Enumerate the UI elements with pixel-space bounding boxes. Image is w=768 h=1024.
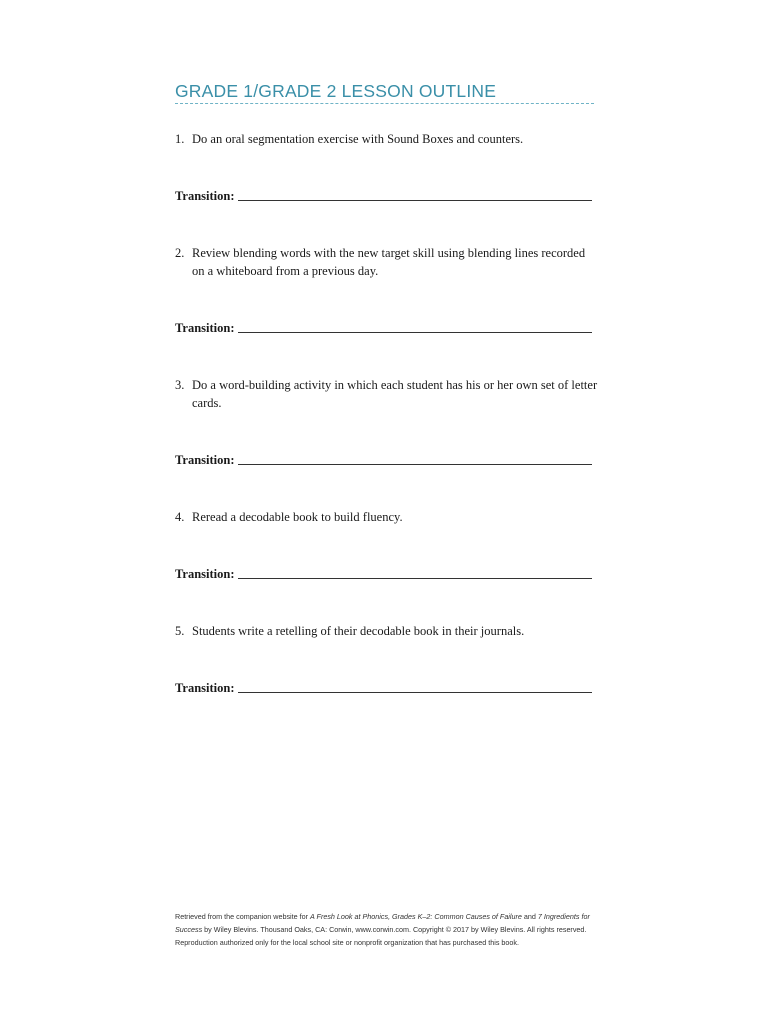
transition-row-2 bbox=[175, 319, 592, 336]
title-dashed-rule bbox=[175, 103, 594, 104]
transition-row-5 bbox=[175, 679, 592, 696]
footer-book-title: 7 Ingredients for Success bbox=[175, 912, 590, 934]
footer-text: and bbox=[521, 912, 538, 921]
step-number: 5. bbox=[175, 624, 185, 638]
outline-step-3 bbox=[175, 376, 599, 412]
step-text: Review blending words with the new target skill using blending lines recorded on a whiteboard from a previous day. bbox=[192, 246, 586, 278]
footer-text: by Wiley Blevins. Thousand Oaks, CA: Corwin, www.corwin.com. Copyright © 2017 by Wiley Blevins. All rights reserved. Reproduction authorized only for the local school site or nonprofit organization that has purchased this book. bbox=[175, 925, 587, 947]
transition-blank-line[interactable] bbox=[238, 680, 593, 693]
transition-label: Transition: bbox=[175, 189, 235, 203]
transition-label: Transition: bbox=[175, 321, 235, 335]
transition-blank-line[interactable] bbox=[238, 566, 593, 579]
transition-label: Transition: bbox=[175, 567, 235, 581]
footer-text: Retrieved from the companion website for bbox=[175, 912, 311, 921]
transition-row-3 bbox=[175, 451, 592, 468]
step-text: Do a word-building activity in which each student has his or her own set of letter cards. bbox=[192, 378, 598, 410]
transition-label: Transition: bbox=[175, 681, 235, 695]
transition-label: Transition: bbox=[175, 453, 235, 467]
step-text: Students write a retelling of their decodable book in their journals. bbox=[192, 624, 525, 638]
page-title: GRADE 1/GRADE 2 LESSON OUTLINE bbox=[175, 81, 497, 101]
footer-book-title: A Fresh Look at Phonics, Grades K–2: Common Causes of Failure bbox=[310, 912, 522, 921]
step-number: 3. bbox=[175, 378, 185, 392]
outline-step-1 bbox=[175, 130, 599, 148]
transition-blank-line[interactable] bbox=[238, 188, 593, 201]
step-text: Reread a decodable book to build fluency. bbox=[192, 510, 403, 524]
transition-row-1 bbox=[175, 187, 592, 204]
transition-blank-line[interactable] bbox=[238, 320, 593, 333]
step-number: 1. bbox=[175, 132, 185, 146]
outline-step-2 bbox=[175, 244, 599, 280]
step-text: Do an oral segmentation exercise with Sound Boxes and counters. bbox=[192, 132, 524, 146]
step-number: 4. bbox=[175, 510, 185, 524]
outline-step-4 bbox=[175, 508, 599, 526]
transition-blank-line[interactable] bbox=[238, 452, 593, 465]
outline-step-5 bbox=[175, 622, 599, 640]
copyright-footer bbox=[175, 910, 595, 949]
step-number: 2. bbox=[175, 246, 185, 260]
transition-row-4 bbox=[175, 565, 592, 582]
